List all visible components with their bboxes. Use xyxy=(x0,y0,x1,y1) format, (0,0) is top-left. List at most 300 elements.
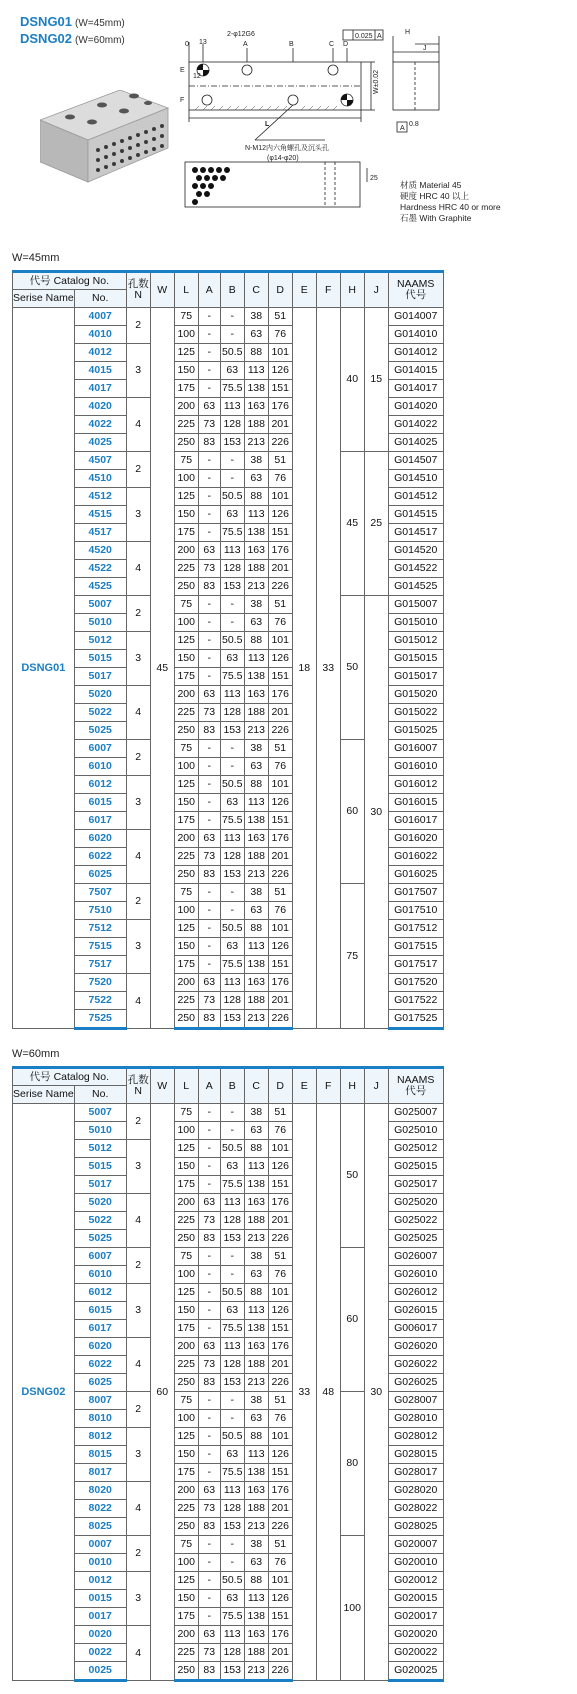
a-header: A xyxy=(198,1068,220,1104)
d-value: 76 xyxy=(268,326,292,344)
a-value: - xyxy=(198,470,220,488)
j-value: 15 xyxy=(364,308,388,452)
l-value: 250 xyxy=(174,434,198,452)
b-value: 153 xyxy=(220,1010,244,1029)
naams-code: G014512 xyxy=(388,488,443,506)
naams-code: G014012 xyxy=(388,344,443,362)
catalog-number: 5025 xyxy=(74,722,126,740)
b-value: 75.5 xyxy=(220,380,244,398)
l-value: 200 xyxy=(174,1626,198,1644)
l-value: 250 xyxy=(174,1662,198,1681)
catalog-number: 6007 xyxy=(74,740,126,758)
d-value: 201 xyxy=(268,1356,292,1374)
c-value: 38 xyxy=(244,308,268,326)
product-header xyxy=(0,0,577,240)
naams-code: G025025 xyxy=(388,1230,443,1248)
a-value: - xyxy=(198,362,220,380)
d-value: 201 xyxy=(268,704,292,722)
c-value: 163 xyxy=(244,542,268,560)
hole-count: 2 xyxy=(126,740,150,776)
catalog-number: 5007 xyxy=(74,1104,126,1122)
naams-code: G028020 xyxy=(388,1482,443,1500)
l-value: 175 xyxy=(174,668,198,686)
c-value: 213 xyxy=(244,722,268,740)
l-value: 250 xyxy=(174,1010,198,1029)
product-photo xyxy=(40,90,170,185)
catalog-number: 8020 xyxy=(74,1482,126,1500)
d-value: 176 xyxy=(268,1194,292,1212)
l-value: 250 xyxy=(174,1230,198,1248)
catalog-number: 8010 xyxy=(74,1410,126,1428)
catalog-number: 5007 xyxy=(74,596,126,614)
naams-code: G017522 xyxy=(388,992,443,1010)
catalog-number: 5010 xyxy=(74,614,126,632)
naams-code: G020017 xyxy=(388,1608,443,1626)
naams-code: G025022 xyxy=(388,1212,443,1230)
b-value: 75.5 xyxy=(220,1176,244,1194)
naams-code: G025010 xyxy=(388,1122,443,1140)
d-value: 101 xyxy=(268,920,292,938)
naams-code: G015017 xyxy=(388,668,443,686)
catalog-number: 0022 xyxy=(74,1644,126,1662)
table-row xyxy=(13,596,444,614)
a-value: - xyxy=(198,794,220,812)
b-value: 128 xyxy=(220,1212,244,1230)
naams-code: G016025 xyxy=(388,866,443,884)
naams-code: G016020 xyxy=(388,830,443,848)
l-value: 150 xyxy=(174,1158,198,1176)
b-value: 50.5 xyxy=(220,1284,244,1302)
d-value: 126 xyxy=(268,650,292,668)
holes-header: 孔数 N xyxy=(126,272,150,308)
a-value: 73 xyxy=(198,992,220,1010)
d-value: 51 xyxy=(268,884,292,902)
c-value: 113 xyxy=(244,1158,268,1176)
c-value: 213 xyxy=(244,1518,268,1536)
d-value: 226 xyxy=(268,434,292,452)
l-value: 225 xyxy=(174,848,198,866)
a-value: - xyxy=(198,1554,220,1572)
a-value: - xyxy=(198,1266,220,1284)
b-value: - xyxy=(220,1122,244,1140)
c-value: 113 xyxy=(244,650,268,668)
b-value: - xyxy=(220,1104,244,1122)
catalog-number: 5017 xyxy=(74,668,126,686)
b-value: 63 xyxy=(220,1590,244,1608)
catalog-table-w60 xyxy=(12,1066,444,1682)
l-value: 125 xyxy=(174,776,198,794)
l-value: 100 xyxy=(174,1554,198,1572)
hole-count: 2 xyxy=(126,452,150,488)
w-value: 60 xyxy=(150,1104,174,1681)
a-value: 73 xyxy=(198,704,220,722)
naams-code: G014025 xyxy=(388,434,443,452)
catalog-header: 代号 Catalog No. xyxy=(13,1068,127,1086)
w-header: W xyxy=(150,1068,174,1104)
d-value: 151 xyxy=(268,1464,292,1482)
c-value: 63 xyxy=(244,758,268,776)
d-value: 226 xyxy=(268,1010,292,1029)
l-value: 100 xyxy=(174,902,198,920)
catalog-number: 4522 xyxy=(74,560,126,578)
b-value: - xyxy=(220,614,244,632)
a-value: - xyxy=(198,1572,220,1590)
d-value: 201 xyxy=(268,1500,292,1518)
a-value: - xyxy=(198,1284,220,1302)
l-value: 200 xyxy=(174,542,198,560)
l-value: 125 xyxy=(174,1140,198,1158)
hole-count: 2 xyxy=(126,1248,150,1284)
naams-code: G016007 xyxy=(388,740,443,758)
d-value: 226 xyxy=(268,578,292,596)
dim-label: 13 xyxy=(199,39,207,46)
d-value: 51 xyxy=(268,596,292,614)
catalog-number: 7520 xyxy=(74,974,126,992)
h-value: 75 xyxy=(340,884,364,1029)
a-value: - xyxy=(198,488,220,506)
naams-code: G025020 xyxy=(388,1194,443,1212)
naams-code: G020025 xyxy=(388,1662,443,1681)
naams-code: G020012 xyxy=(388,1572,443,1590)
d-value: 201 xyxy=(268,1644,292,1662)
dim-label: 12 xyxy=(193,73,201,80)
naams-code: G015010 xyxy=(388,614,443,632)
table-row xyxy=(13,308,444,326)
l-value: 100 xyxy=(174,758,198,776)
naams-code: G014515 xyxy=(388,506,443,524)
naams-code: G017507 xyxy=(388,884,443,902)
catalog-number: 6015 xyxy=(74,794,126,812)
l-value: 125 xyxy=(174,1428,198,1446)
h-value: 80 xyxy=(340,1392,364,1536)
b-value: 153 xyxy=(220,1230,244,1248)
l-value: 175 xyxy=(174,812,198,830)
a-value: 83 xyxy=(198,1518,220,1536)
l-value: 175 xyxy=(174,1320,198,1338)
b-value: 75.5 xyxy=(220,956,244,974)
h-value: 40 xyxy=(340,308,364,452)
hole-count: 2 xyxy=(126,1104,150,1140)
tolerance-label: 0.025 xyxy=(355,33,373,40)
a-value: - xyxy=(198,1122,220,1140)
catalog-number: 0012 xyxy=(74,1572,126,1590)
hole-count: 3 xyxy=(126,344,150,398)
c-value: 163 xyxy=(244,1626,268,1644)
c-value: 38 xyxy=(244,1392,268,1410)
hole-count: 4 xyxy=(126,1482,150,1536)
b-value: - xyxy=(220,596,244,614)
a-value: 83 xyxy=(198,1662,220,1681)
catalog-number: 7515 xyxy=(74,938,126,956)
naams-code: G025012 xyxy=(388,1140,443,1158)
d-value: 51 xyxy=(268,452,292,470)
l-value: 125 xyxy=(174,920,198,938)
d-header: D xyxy=(268,272,292,308)
catalog-number: 5012 xyxy=(74,632,126,650)
l-value: 75 xyxy=(174,308,198,326)
b-value: 75.5 xyxy=(220,668,244,686)
h-value: 45 xyxy=(340,452,364,596)
c-value: 213 xyxy=(244,1662,268,1681)
e-value: 18 xyxy=(292,308,316,1029)
d-value: 176 xyxy=(268,1626,292,1644)
a-value: - xyxy=(198,1446,220,1464)
b-value: - xyxy=(220,326,244,344)
c-value: 213 xyxy=(244,866,268,884)
h-header: H xyxy=(340,1068,364,1104)
a-value: - xyxy=(198,1392,220,1410)
naams-code: G015022 xyxy=(388,704,443,722)
b-value: - xyxy=(220,470,244,488)
l-value: 150 xyxy=(174,362,198,380)
naams-code: G017510 xyxy=(388,902,443,920)
naams-code: G026015 xyxy=(388,1302,443,1320)
b-value: 50.5 xyxy=(220,920,244,938)
a-value: 73 xyxy=(198,1356,220,1374)
catalog-number: 4022 xyxy=(74,416,126,434)
a-value: 83 xyxy=(198,1010,220,1029)
l-value: 200 xyxy=(174,830,198,848)
naams-header: NAAMS 代号 xyxy=(388,272,443,308)
catalog-number: 8017 xyxy=(74,1464,126,1482)
b-value: - xyxy=(220,902,244,920)
catalog-number: 7517 xyxy=(74,956,126,974)
hole-count: 2 xyxy=(126,1536,150,1572)
catalog-number: 4025 xyxy=(74,434,126,452)
b-value: 50.5 xyxy=(220,1140,244,1158)
hole-count: 4 xyxy=(126,1338,150,1392)
c-value: 63 xyxy=(244,326,268,344)
j-header: J xyxy=(364,1068,388,1104)
d-value: 126 xyxy=(268,1446,292,1464)
b-value: 63 xyxy=(220,506,244,524)
c-value: 38 xyxy=(244,884,268,902)
a-value: 83 xyxy=(198,722,220,740)
naams-code: G026025 xyxy=(388,1374,443,1392)
hole-count: 3 xyxy=(126,1428,150,1482)
l-header: L xyxy=(174,272,198,308)
naams-code: G020020 xyxy=(388,1626,443,1644)
naams-code: G020007 xyxy=(388,1536,443,1554)
naams-code: G020010 xyxy=(388,1554,443,1572)
a-value: 63 xyxy=(198,686,220,704)
naams-code: G026012 xyxy=(388,1284,443,1302)
l-value: 250 xyxy=(174,1374,198,1392)
c-value: 188 xyxy=(244,1500,268,1518)
b-value: - xyxy=(220,884,244,902)
catalog-number: 6025 xyxy=(74,1374,126,1392)
d-value: 201 xyxy=(268,992,292,1010)
c-value: 138 xyxy=(244,1176,268,1194)
catalog-number: 8007 xyxy=(74,1392,126,1410)
l-value: 125 xyxy=(174,1284,198,1302)
b-value: - xyxy=(220,1392,244,1410)
material-specs xyxy=(400,180,501,224)
ref-label-d: D xyxy=(343,41,349,48)
l-value: 150 xyxy=(174,794,198,812)
a-value: - xyxy=(198,506,220,524)
a-value: - xyxy=(198,452,220,470)
e-value: 33 xyxy=(292,1104,316,1681)
b-value: - xyxy=(220,1248,244,1266)
naams-header: NAAMS 代号 xyxy=(388,1068,443,1104)
c-value: 138 xyxy=(244,380,268,398)
f-value: 33 xyxy=(316,308,340,1029)
a-value: - xyxy=(198,632,220,650)
a-value: 73 xyxy=(198,1500,220,1518)
naams-code: G015007 xyxy=(388,596,443,614)
a-value: - xyxy=(198,1410,220,1428)
a-value: - xyxy=(198,380,220,398)
b-value: 128 xyxy=(220,1500,244,1518)
h-value: 100 xyxy=(340,1536,364,1681)
catalog-number: 7507 xyxy=(74,884,126,902)
model-code: DSNG01 xyxy=(20,14,73,29)
a-value: - xyxy=(198,1464,220,1482)
a-value: - xyxy=(198,596,220,614)
d-value: 201 xyxy=(268,848,292,866)
catalog-number: 0017 xyxy=(74,1608,126,1626)
ref-label-b: B xyxy=(289,41,294,48)
c-value: 38 xyxy=(244,452,268,470)
c-value: 138 xyxy=(244,1464,268,1482)
d-value: 176 xyxy=(268,1482,292,1500)
l-value: 100 xyxy=(174,1410,198,1428)
l-value: 225 xyxy=(174,1500,198,1518)
a-value: 63 xyxy=(198,830,220,848)
catalog-number: 4020 xyxy=(74,398,126,416)
b-value: 128 xyxy=(220,416,244,434)
a-value: - xyxy=(198,1248,220,1266)
c-value: 113 xyxy=(244,794,268,812)
b-value: 63 xyxy=(220,1446,244,1464)
b-value: 50.5 xyxy=(220,1572,244,1590)
l-header: L xyxy=(174,1068,198,1104)
series-name: DSNG02 xyxy=(13,1104,75,1681)
hole-count: 3 xyxy=(126,1140,150,1194)
d-value: 76 xyxy=(268,1554,292,1572)
c-value: 38 xyxy=(244,740,268,758)
d-value: 126 xyxy=(268,938,292,956)
h-value: 60 xyxy=(340,740,364,884)
hole-count: 2 xyxy=(126,1392,150,1428)
d-value: 51 xyxy=(268,308,292,326)
l-value: 75 xyxy=(174,596,198,614)
naams-code: G028012 xyxy=(388,1428,443,1446)
d-value: 226 xyxy=(268,866,292,884)
naams-code: G026020 xyxy=(388,1338,443,1356)
catalog-number: 6010 xyxy=(74,758,126,776)
d-value: 76 xyxy=(268,1410,292,1428)
model-dsng01 xyxy=(20,14,125,29)
catalog-number: 7510 xyxy=(74,902,126,920)
e-header: E xyxy=(292,272,316,308)
a-value: - xyxy=(198,812,220,830)
c-value: 88 xyxy=(244,344,268,362)
b-value: 128 xyxy=(220,848,244,866)
naams-code: G014517 xyxy=(388,524,443,542)
b-value: 50.5 xyxy=(220,488,244,506)
ref-label-e: E xyxy=(180,67,185,74)
c-value: 63 xyxy=(244,902,268,920)
l-value: 75 xyxy=(174,452,198,470)
catalog-number: 4510 xyxy=(74,470,126,488)
catalog-number: 4015 xyxy=(74,362,126,380)
catalog-number: 0010 xyxy=(74,1554,126,1572)
table1-title: W=45mm xyxy=(12,252,60,264)
d-value: 151 xyxy=(268,956,292,974)
catalog-number: 7522 xyxy=(74,992,126,1010)
naams-code: G016010 xyxy=(388,758,443,776)
h-label: H xyxy=(405,29,411,36)
b-value: - xyxy=(220,308,244,326)
naams-code: G014017 xyxy=(388,380,443,398)
b-value: 153 xyxy=(220,866,244,884)
c-value: 163 xyxy=(244,398,268,416)
catalog-number: 6020 xyxy=(74,830,126,848)
a-value: - xyxy=(198,614,220,632)
hole-count: 3 xyxy=(126,1572,150,1626)
l-value: 225 xyxy=(174,1644,198,1662)
hole-count: 2 xyxy=(126,884,150,920)
catalog-number: 6012 xyxy=(74,1284,126,1302)
b-value: - xyxy=(220,452,244,470)
table-row xyxy=(13,1104,444,1122)
l-value: 200 xyxy=(174,974,198,992)
l-value: 175 xyxy=(174,380,198,398)
catalog-number: 6012 xyxy=(74,776,126,794)
c-value: 113 xyxy=(244,362,268,380)
d-value: 176 xyxy=(268,398,292,416)
d-value: 51 xyxy=(268,1392,292,1410)
d-value: 51 xyxy=(268,1248,292,1266)
c-value: 88 xyxy=(244,1572,268,1590)
b-value: 63 xyxy=(220,794,244,812)
hole-count: 3 xyxy=(126,632,150,686)
l-value: 250 xyxy=(174,722,198,740)
b-value: 128 xyxy=(220,1644,244,1662)
d-value: 76 xyxy=(268,614,292,632)
naams-code: G028010 xyxy=(388,1410,443,1428)
c-value: 213 xyxy=(244,1230,268,1248)
l-value: 175 xyxy=(174,956,198,974)
d-value: 76 xyxy=(268,1122,292,1140)
l-value: 100 xyxy=(174,470,198,488)
catalog-number: 4507 xyxy=(74,452,126,470)
hole-count: 4 xyxy=(126,1194,150,1248)
catalog-number: 4017 xyxy=(74,380,126,398)
c-value: 113 xyxy=(244,1590,268,1608)
c-value: 63 xyxy=(244,1410,268,1428)
model-width: (W=60mm) xyxy=(75,35,125,46)
c-value: 38 xyxy=(244,1248,268,1266)
a-value: 83 xyxy=(198,1374,220,1392)
a-value: 63 xyxy=(198,1482,220,1500)
l-value: 225 xyxy=(174,704,198,722)
series-name-header: Serise Name xyxy=(13,290,75,308)
c-value: 163 xyxy=(244,830,268,848)
d-header: D xyxy=(268,1068,292,1104)
a-value: 63 xyxy=(198,1194,220,1212)
b-value: 50.5 xyxy=(220,1428,244,1446)
d-value: 101 xyxy=(268,632,292,650)
b-value: 113 xyxy=(220,830,244,848)
naams-code: G017525 xyxy=(388,1010,443,1029)
b-value: 50.5 xyxy=(220,344,244,362)
a-header: A xyxy=(198,272,220,308)
w-value: 45 xyxy=(150,308,174,1029)
d-value: 51 xyxy=(268,1104,292,1122)
